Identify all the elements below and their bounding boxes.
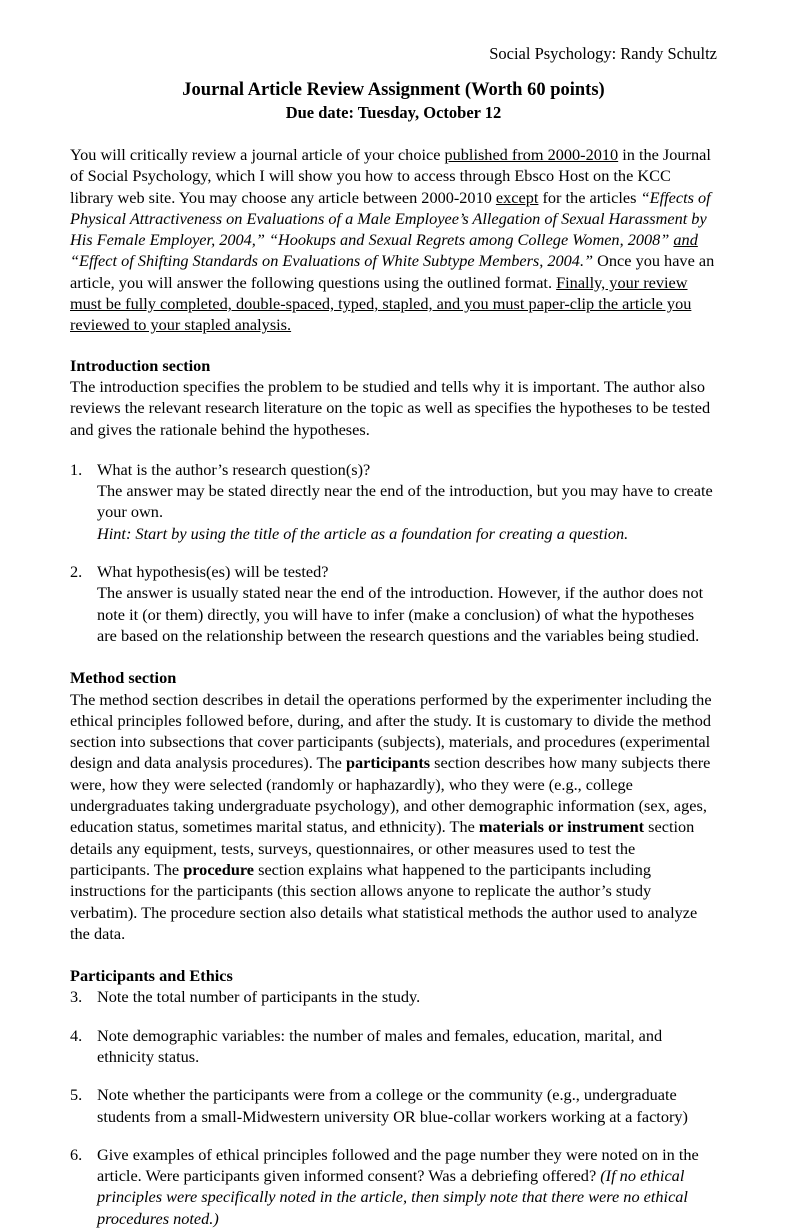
list-item bbox=[70, 1144, 717, 1229]
list-item-number: 6. bbox=[70, 1144, 83, 1164]
spacer bbox=[70, 646, 717, 667]
list-item-number: 1. bbox=[70, 459, 83, 479]
method-seg-4: section explains what happened to the participants including instructions for the participants (this section allows anyone to replicate the author’s study verbatim). The procedure section also details what statistical methods the author used to analyze the data. bbox=[70, 859, 698, 943]
spacer bbox=[70, 336, 717, 355]
spacer bbox=[70, 440, 717, 459]
participants-question-list bbox=[70, 986, 717, 1229]
question-prompt: What is the author’s research question(s)? bbox=[97, 459, 371, 479]
course-header: Social Psychology: Randy Schultz bbox=[489, 44, 717, 63]
heading-participants-and-ethics: Participants and Ethics bbox=[70, 966, 233, 986]
method-bold-participants: participants bbox=[345, 753, 431, 773]
spacer bbox=[70, 944, 717, 965]
question-detail: The answer is usually stated near the end of the introduction. However, if the author does not note it (or them) directly, you will have to infer (make a conclusion) of what the hypotheses are based on the relationship between the research questions and the variables being studied. bbox=[97, 583, 704, 645]
intro-seg-3: in the Journal of Social Psychology, which I will show you how to access through Ebsco Host on the KCC library web site. You may choose any article between 2000-2010 bbox=[70, 145, 711, 207]
intro-underline-except: except bbox=[495, 187, 539, 207]
document-due-date: Due date: Tuesday, October 12 bbox=[285, 103, 502, 122]
heading-introduction-section: Introduction section bbox=[70, 355, 211, 375]
question-parenthetical-note: (If no ethical principles were specifically noted in the article, then simply note that there were no ethical procedures noted.) bbox=[97, 1166, 688, 1228]
introduction-question-list bbox=[70, 459, 717, 646]
method-seg-3: section details any equipment, tests, surveys, questionnaires, or other measures used to test the participants. The bbox=[70, 817, 695, 879]
intro-seg-9: Once you have an article, you will answer the following questions using the outlined format. bbox=[70, 251, 715, 292]
method-seg-2: section describes how many subjects there were, how they were selected (randomly or haphazardly), who they were (e.g., college undergraduates taking undergraduate psychology), and other demographic information (sex, ages, education status, sometimes marital status, and ethnicity). The bbox=[70, 753, 711, 837]
question-detail: The answer may be stated directly near the end of the introduction, but you may have to create your own. bbox=[97, 481, 713, 522]
intro-italic-underline-and: and bbox=[673, 230, 698, 250]
intro-seg-5: for the articles bbox=[538, 187, 641, 207]
intro-underline-final-instructions: Finally, your review must be fully completed, double-spaced, typed, stapled, and you must paper-clip the article you reviewed to your stapled analysis. bbox=[70, 272, 692, 335]
list-item bbox=[70, 561, 717, 646]
question-hint: Hint: Start by using the title of the article as a foundation for creating a question. bbox=[97, 523, 629, 543]
document-title: Journal Article Review Assignment (Worth 60 points) bbox=[182, 80, 605, 100]
intro-article-titles-2: “Effect of Shifting Standards on Evaluations of White Subtype Members, 2004.” bbox=[70, 251, 594, 271]
intro-paragraph bbox=[70, 144, 717, 336]
intro-underline-date-range: published from 2000-2010 bbox=[444, 145, 619, 164]
question-prompt: Note demographic variables: the number of males and females, education, marital, and ethnicity status. bbox=[97, 1025, 663, 1066]
heading-method-section: Method section bbox=[70, 668, 177, 688]
list-item-number: 4. bbox=[70, 1025, 83, 1045]
list-item-number: 2. bbox=[70, 562, 83, 582]
method-bold-materials: materials or instrument bbox=[478, 817, 645, 837]
method-seg-1: The method section describes in detail the operations performed by the experimenter including the ethical principles followed before, during, and after the study. It is customary to divide the method section into subsections that cover participants (subjects), materials, and procedures (experimental design and data analysis procedures). The bbox=[70, 689, 712, 773]
intro-seg-1: You will critically review a journal article of your choice bbox=[70, 145, 445, 164]
introduction-section-body: The introduction specifies the problem to be studied and tells why it is important. The author also reviews the relevant research literature on the topic as well as specifies the hypotheses to be tested and gives the rationale behind the hypotheses. bbox=[70, 376, 711, 439]
intro-article-titles-1: “Effects of Physical Attractiveness on Evaluations of a Male Employee’s Allegation of Sexual Harassment by His Female Employer, 2004,” “Hookups and Sexual Regrets among College Women, 2008” bbox=[70, 187, 711, 250]
list-item-number: 5. bbox=[70, 1085, 83, 1105]
question-prompt: What hypothesis(es) will be tested? bbox=[97, 562, 329, 582]
question-prompt: Give examples of ethical principles followed and the page number they were noted on in the article. Were participants given informed consent? Was a debriefing offered? bbox=[97, 1144, 699, 1186]
question-prompt: Note the total number of participants in the study. bbox=[97, 987, 421, 1007]
list-item-number: 3. bbox=[70, 987, 83, 1007]
question-prompt: Note whether the participants were from a college or the community (e.g., undergraduate students from a small-Midwestern university OR blue-collar workers working at a factory) bbox=[97, 1085, 688, 1126]
list-item bbox=[70, 459, 717, 544]
list-item bbox=[70, 1084, 717, 1127]
list-item bbox=[70, 1025, 717, 1068]
list-item bbox=[70, 986, 717, 1007]
method-bold-procedure: procedure bbox=[183, 859, 255, 879]
method-section-body bbox=[70, 689, 717, 945]
